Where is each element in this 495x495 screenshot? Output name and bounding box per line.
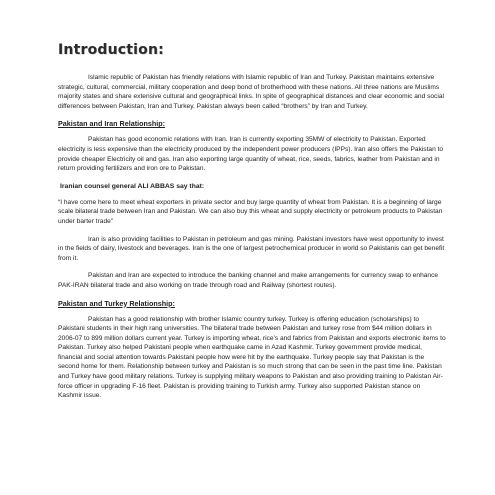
turkey-section-heading: Pakistan and Turkey Relationship:: [58, 298, 175, 308]
page-title: Introduction:: [58, 42, 164, 58]
iran-paragraph-2: Iran is also providing facilities to Pakistan in petroleum and gas mining. Pakistani investors have west opportunity to invest in the fields of dairy, livestock and beverages. Iran is the one of largest petrochemical producer in world so Pakistanis can get benefit from it.: [58, 235, 445, 262]
turkey-paragraph: Pakistan has a good relationship with brother Islamic country turkey. Turkey is offering education (scholarships) to Pakistani students in their high rang universities. The bilateral trade between Pakistan and turkey rose from $44 million dollars in 2006-07 to 899 million dollars current year. Turkey is importing wheat, rice’s and fabrics from Pakistan and exports electronic items to Pakistan. Turkey also helped Pakistani people when earthquake came in Azad Kashmir. Turkey government provide medical, financial and social attention towards Pakistani people how were hit by the earthquake. Turkey people say that Pakistan is the second home for them. Relationship between turkey and Pakistan is so much strong that can be seen in the past time line. Pakistan and Turkey have good military relations. Turkey is supplying military weapons to Pakistan and also providing training to Pakistan Air-force officer in upgrading F-16 fleet. Pakistan is providing training to Turkish army. Turkey also supported Pakistan stance on Kashmir issue.: [58, 315, 446, 400]
quote-paragraph: “I have come here to meet wheat exporters in private sector and buy large quantity of wheat from Pakistan. It is a beginning of large scale bilateral trade between Iran and Pakistan. We can also buy this wheat and supply electricity or petroleum products to Pakistan under barter trade”: [58, 198, 443, 225]
counsel-heading: Iranian counsel general ALI ABBAS say that:: [60, 182, 205, 190]
intro-paragraph: Islamic republic of Pakistan has friendly relations with Islamic republic of Iran and Turkey. Pakistan maintains extensive strategic, cultural, commercial, military cooperation and deep bond of brotherhood with these nations. All three nations are Muslims majority states and share extensive cultural and geographical links. In spite of geographical distances and clear economic and social differences between Pakistan, Iran and Turkey. Pakistan always been called “brothers” by Iran and Turkey.: [58, 74, 444, 110]
document-page: [58, 42, 446, 407]
iran-section-heading: Pakistan and Iran Relationship:: [58, 119, 166, 129]
iran-paragraph-3: Pakistan and Iran are expected to introduce the banking channel and make arrangements for currency swap to enhance PAK-IRAN bilateral trade and also working on trade through road and Railway (shortest routes).: [58, 272, 439, 289]
iran-paragraph-1: Pakistan has good economic relations with Iran. Iran is currently exporting 35MW of electricity to Pakistan. Exported electricity is less expensive than the electricity produced by the independent power producers (IPPs). Iran also offers the Pakistan to provide cheaper Electricity oil and gas. Iran also exporting large quantity of wheat, rice, seeds, fabrics, leather from Pakistan and in return providing fertilizers and iron ore to Pakistan.: [58, 136, 444, 173]
